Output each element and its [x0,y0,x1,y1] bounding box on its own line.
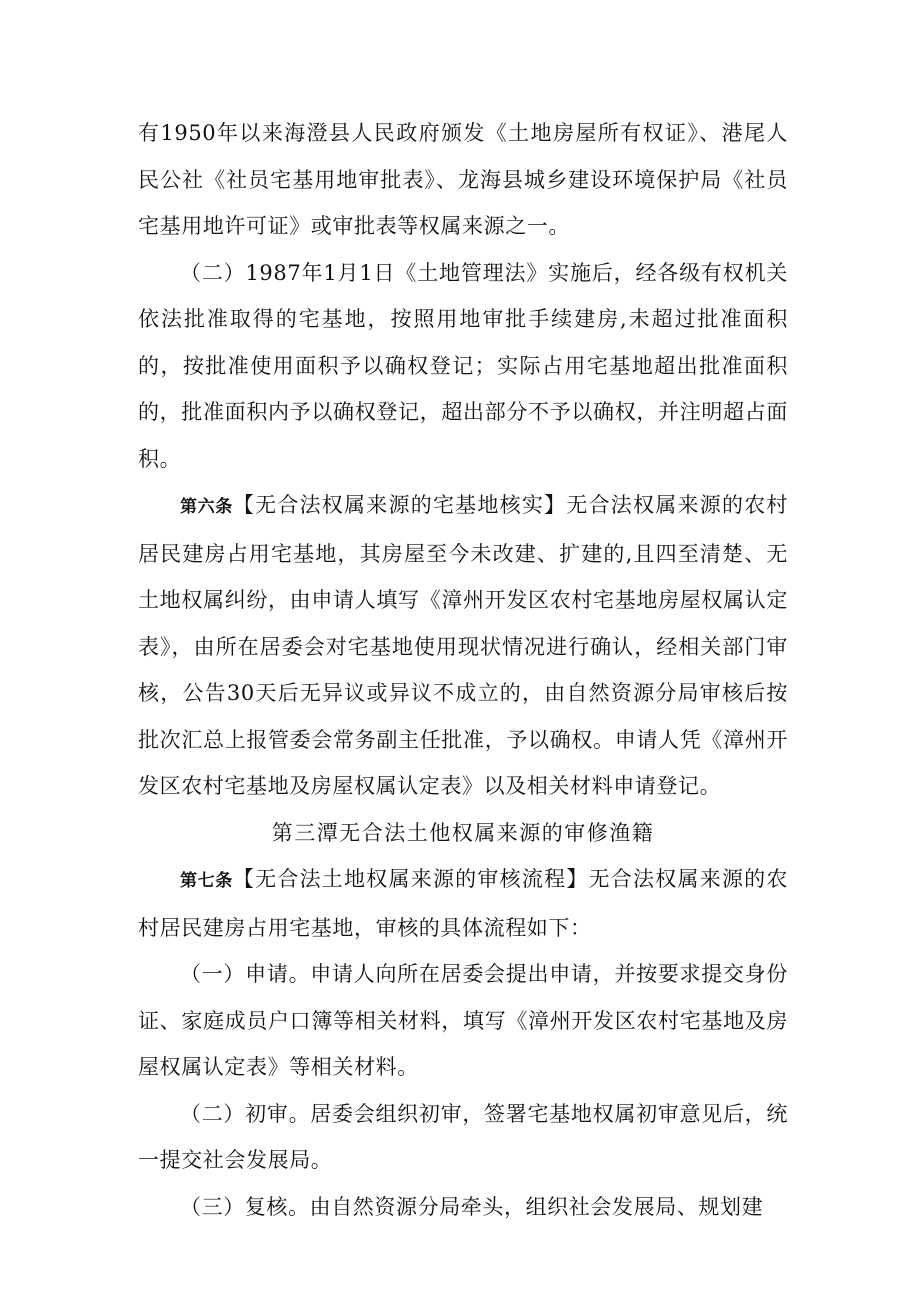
article-6-text: 【无合法权属来源的宅基地核实】无合法权属来源的农村居民建房占用宅基地，其房屋至今未改建、扩建的,且四至清楚、无土地权属纠纷，由申请人填写《漳州开发区农村宅基地房屋权属认定表》，由所在居委会对宅基地使用现状情况进行确认，经相关部门审核，公告30天后无异议或异议不成立的，由自然资源分局审核后按批次汇总上报管委会常务副主任批准，予以确权。申请人凭《漳州开发区农村宅基地及房屋权属认定表》以及相关材料申请登记。 [138,493,788,798]
article-6-label: 第六条 [180,497,233,517]
step-application: （一）申请。申请人向所在居委会提出申请，并按要求提交身份证、家庭成员户口簿等相关材料，填写《漳州开发区农村宅基地及房屋权属认定表》等相关材料。 [138,962,788,1079]
paragraph-land-management-law: （二）1987年1月1日《土地管理法》实施后，经各级有权机关依法批准取得的宅基地，按照用地审批手续建房,未超过批准面积的，按批准使用面积予以确权登记；实际占用宅基地超出批准面积的，批准面积内予以确权登记，超出部分不予以确权，并注明超占面积。 [138,260,788,471]
article-7 [138,856,788,951]
step-recheck: （三）复核。由自然资源分局牵头，组织社会发展局、规划建 [180,1194,764,1219]
step-preliminary-review: （二）初审。居委会组织初审，签署宅基地权属初审意见后，统一提交社会发展局。 [138,1101,788,1172]
article-7-label: 第七条 [180,871,233,891]
article-6 [138,482,788,810]
chapter-heading: 第三潭无合法土他权属来源的审修渔籍 [271,820,655,845]
document-body [138,110,788,1230]
article-7-text: 【无合法土地权属来源的审核流程】无合法权属来源的农村居民建房占用宅基地，审核的具体流程如下： [138,867,788,940]
paragraph-land-certificates: 有1950年以来海澄县人民政府颁发《土地房屋所有权证》、港尾人民公社《社员宅基用地审批表》、龙海县城乡建设环境保护局《社员宅基用地许可证》或审批表等权属来源之一。 [138,121,788,238]
